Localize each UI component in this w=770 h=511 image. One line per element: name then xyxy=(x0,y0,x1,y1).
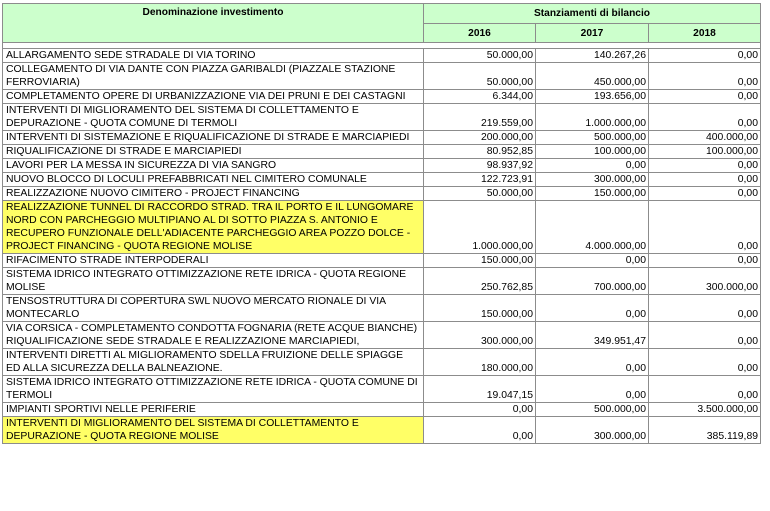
header-investment-name: Denominazione investimento xyxy=(3,4,424,43)
amount-2017-cell: 100.000,00 xyxy=(536,145,649,159)
amount-2018-cell: 0,00 xyxy=(649,254,761,268)
header-year-2016: 2016 xyxy=(424,24,536,43)
amount-2017-cell: 0,00 xyxy=(536,376,649,403)
investment-name-cell: REALIZZAZIONE TUNNEL DI RACCORDO STRAD. TRA IL PORTO E IL LUNGOMARE NORD CON PARCHEGGIO MULTIPIANO AL DI SOTTO PIAZZA S. ANTONIO E RECUPERO FUNZIONALE DELL'ADIACENTE PARCHEGGIO AREA POZZO DOLCE - PROJECT FINANCING - QUOTA REGIONE MOLISE xyxy=(3,201,424,254)
table-row xyxy=(3,295,761,322)
table-row xyxy=(3,173,761,187)
amount-2018-cell: 0,00 xyxy=(649,201,761,254)
amount-2016-cell: 150.000,00 xyxy=(424,254,536,268)
table-row xyxy=(3,90,761,104)
investment-name-cell: INTERVENTI DI MIGLIORAMENTO DEL SISTEMA DI COLLETTAMENTO E DEPURAZIONE - QUOTA REGIONE MOLISE xyxy=(3,417,424,444)
amount-2018-cell: 0,00 xyxy=(649,159,761,173)
investment-name-cell: VIA CORSICA - COMPLETAMENTO CONDOTTA FOGNARIA (RETE ACQUE BIANCHE) RIQUALIFICAZIONE SEDE STRADALE E REALIZZAZIONE MARCIAPIEDI, xyxy=(3,322,424,349)
investment-name-cell: REALIZZAZIONE NUOVO CIMITERO - PROJECT FINANCING xyxy=(3,187,424,201)
investment-name-cell: IMPIANTI SPORTIVI NELLE PERIFERIE xyxy=(3,403,424,417)
amount-2017-cell: 0,00 xyxy=(536,254,649,268)
table-row xyxy=(3,104,761,131)
investment-name-cell: COMPLETAMENTO OPERE DI URBANIZZAZIONE VIA DEI PRUNI E DEI CASTAGNI xyxy=(3,90,424,104)
header-budget-allocations: Stanziamenti di bilancio xyxy=(424,4,761,24)
investment-name-cell: INTERVENTI DI MIGLIORAMENTO DEL SISTEMA DI COLLETTAMENTO E DEPURAZIONE - QUOTA COMUNE DI TERMOLI xyxy=(3,104,424,131)
header-year-2018: 2018 xyxy=(649,24,761,43)
table-row xyxy=(3,417,761,444)
amount-2016-cell: 80.952,85 xyxy=(424,145,536,159)
amount-2016-cell: 200.000,00 xyxy=(424,131,536,145)
amount-2016-cell: 50.000,00 xyxy=(424,187,536,201)
investment-name-cell: SISTEMA IDRICO INTEGRATO OTTIMIZZAZIONE RETE IDRICA - QUOTA REGIONE MOLISE xyxy=(3,268,424,295)
table-row xyxy=(3,349,761,376)
amount-2017-cell: 1.000.000,00 xyxy=(536,104,649,131)
amount-2018-cell: 0,00 xyxy=(649,49,761,63)
amount-2018-cell: 0,00 xyxy=(649,187,761,201)
investment-name-cell: LAVORI PER LA MESSA IN SICUREZZA DI VIA SANGRO xyxy=(3,159,424,173)
table-row xyxy=(3,131,761,145)
table-row xyxy=(3,376,761,403)
investment-name-cell: TENSOSTRUTTURA DI COPERTURA SWL NUOVO MERCATO RIONALE DI VIA MONTECARLO xyxy=(3,295,424,322)
table-row xyxy=(3,187,761,201)
amount-2018-cell: 0,00 xyxy=(649,349,761,376)
investment-name-cell: INTERVENTI DIRETTI AL MIGLIORAMENTO SDELLA FRUIZIONE DELLE SPIAGGE ED ALLA SICUREZZA DELLA BALNEAZIONE. xyxy=(3,349,424,376)
amount-2018-cell: 3.500.000,00 xyxy=(649,403,761,417)
amount-2017-cell: 150.000,00 xyxy=(536,187,649,201)
amount-2017-cell: 450.000,00 xyxy=(536,63,649,90)
amount-2017-cell: 300.000,00 xyxy=(536,173,649,187)
amount-2016-cell: 50.000,00 xyxy=(424,49,536,63)
amount-2018-cell: 0,00 xyxy=(649,322,761,349)
table-row xyxy=(3,49,761,63)
amount-2016-cell: 1.000.000,00 xyxy=(424,201,536,254)
header-year-2017: 2017 xyxy=(536,24,649,43)
amount-2017-cell: 0,00 xyxy=(536,159,649,173)
table-row xyxy=(3,145,761,159)
amount-2017-cell: 349.951,47 xyxy=(536,322,649,349)
amount-2017-cell: 0,00 xyxy=(536,349,649,376)
amount-2016-cell: 180.000,00 xyxy=(424,349,536,376)
amount-2016-cell: 19.047,15 xyxy=(424,376,536,403)
amount-2018-cell: 0,00 xyxy=(649,295,761,322)
amount-2018-cell: 385.119,89 xyxy=(649,417,761,444)
amount-2018-cell: 300.000,00 xyxy=(649,268,761,295)
investment-name-cell: INTERVENTI DI SISTEMAZIONE E RIQUALIFICAZIONE DI STRADE E MARCIAPIEDI xyxy=(3,131,424,145)
amount-2018-cell: 0,00 xyxy=(649,376,761,403)
amount-2017-cell: 0,00 xyxy=(536,295,649,322)
investment-name-cell: ALLARGAMENTO SEDE STRADALE DI VIA TORINO xyxy=(3,49,424,63)
amount-2018-cell: 0,00 xyxy=(649,104,761,131)
amount-2017-cell: 700.000,00 xyxy=(536,268,649,295)
table-row xyxy=(3,201,761,254)
table-row xyxy=(3,254,761,268)
amount-2016-cell: 150.000,00 xyxy=(424,295,536,322)
amount-2017-cell: 193.656,00 xyxy=(536,90,649,104)
amount-2016-cell: 300.000,00 xyxy=(424,322,536,349)
amount-2018-cell: 0,00 xyxy=(649,63,761,90)
investment-name-cell: RIQUALIFICAZIONE DI STRADE E MARCIAPIEDI xyxy=(3,145,424,159)
amount-2016-cell: 250.762,85 xyxy=(424,268,536,295)
investment-name-cell: RIFACIMENTO STRADE INTERPODERALI xyxy=(3,254,424,268)
amount-2017-cell: 300.000,00 xyxy=(536,417,649,444)
investment-name-cell: COLLEGAMENTO DI VIA DANTE CON PIAZZA GARIBALDI (PIAZZALE STAZIONE FERROVIARIA) xyxy=(3,63,424,90)
investment-table xyxy=(2,3,761,444)
amount-2018-cell: 0,00 xyxy=(649,173,761,187)
amount-2016-cell: 50.000,00 xyxy=(424,63,536,90)
amount-2017-cell: 500.000,00 xyxy=(536,131,649,145)
amount-2017-cell: 4.000.000,00 xyxy=(536,201,649,254)
investment-name-cell: SISTEMA IDRICO INTEGRATO OTTIMIZZAZIONE RETE IDRICA - QUOTA COMUNE DI TERMOLI xyxy=(3,376,424,403)
amount-2016-cell: 98.937,92 xyxy=(424,159,536,173)
amount-2016-cell: 122.723,91 xyxy=(424,173,536,187)
amount-2018-cell: 100.000,00 xyxy=(649,145,761,159)
amount-2016-cell: 0,00 xyxy=(424,417,536,444)
table-row xyxy=(3,403,761,417)
amount-2017-cell: 140.267,26 xyxy=(536,49,649,63)
investment-name-cell: NUOVO BLOCCO DI LOCULI PREFABBRICATI NEL CIMITERO COMUNALE xyxy=(3,173,424,187)
table-row xyxy=(3,63,761,90)
amount-2016-cell: 219.559,00 xyxy=(424,104,536,131)
table-row xyxy=(3,159,761,173)
amount-2016-cell: 6.344,00 xyxy=(424,90,536,104)
amount-2017-cell: 500.000,00 xyxy=(536,403,649,417)
amount-2016-cell: 0,00 xyxy=(424,403,536,417)
table-row xyxy=(3,322,761,349)
table-row xyxy=(3,268,761,295)
amount-2018-cell: 400.000,00 xyxy=(649,131,761,145)
amount-2018-cell: 0,00 xyxy=(649,90,761,104)
